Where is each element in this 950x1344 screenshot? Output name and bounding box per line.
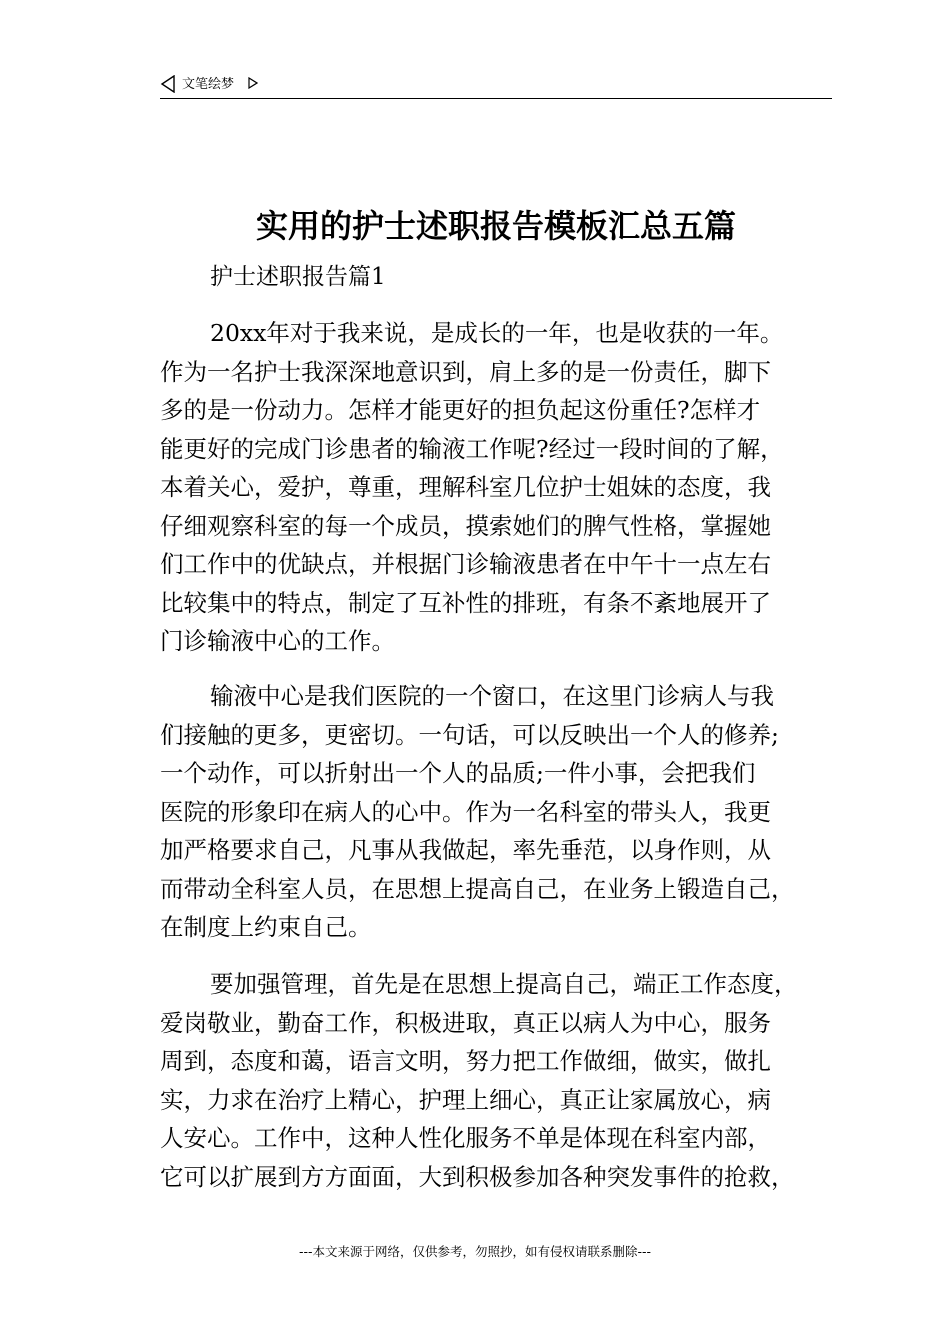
page-header: [160, 72, 832, 99]
triangle-right-icon: [248, 77, 258, 89]
header-brand: 文笔绘梦: [182, 77, 235, 92]
page-footer-notice: ---本文来源于网络，仅供参考，勿照抄，如有侵权请联系删除---: [298, 1244, 652, 1259]
text-line: 周到，态度和蔼，语言文明，努力把工作做细，做实，做扎: [160, 1047, 771, 1075]
paragraph-2: [160, 677, 832, 947]
text-line: 比较集中的特点，制定了互补性的排班，有条不紊地展开了: [160, 588, 771, 617]
text-line: 能更好的完成门诊患者的输液工作呢?经过一段时间的了解，: [160, 434, 784, 463]
text-line: 要加强管理，首先是在思想上提高自己，端正工作态度，: [210, 970, 798, 998]
text-line: 它可以扩展到方方面面，大到积极参加各种突发事件的抢救，: [160, 1162, 795, 1191]
paragraph-3: [160, 965, 832, 1196]
section-heading: 护士述职报告篇1: [210, 264, 386, 290]
text-line: 本着关心，爱护，尊重，理解科室几位护士姐妹的态度，我: [160, 473, 771, 501]
text-line: 在制度上约束自己。: [160, 913, 372, 941]
text-line: 20xx年对于我来说，是成长的一年，也是收获的一年。: [210, 319, 784, 347]
text-line: 爱岗敬业，勤奋工作，积极进取，真正以病人为中心，服务: [160, 1008, 771, 1037]
text-line: 实，力求在治疗上精心，护理上细心，真正让家属放心，病: [160, 1085, 771, 1114]
text-line: 而带动全科室人员，在思想上提高自己，在业务上锻造自己，: [160, 874, 795, 903]
text-line: 仔细观察科室的每一个成员，摸索她们的脾气性格，掌握她: [160, 511, 771, 540]
text-line: 们工作中的优缺点，并根据门诊输液患者在中午十一点左右: [160, 550, 771, 578]
text-line: 医院的形象印在病人的心中。作为一名科室的带头人，我更: [160, 797, 771, 826]
text-line: 一个动作，可以折射出一个人的品质;一件小事，会把我们: [160, 759, 756, 787]
text-line: 们接触的更多，更密切。一句话，可以反映出一个人的修养;: [160, 720, 779, 749]
text-line: 人安心。工作中，这种人性化服务不单是体现在科室内部，: [160, 1124, 771, 1152]
text-line: 门诊输液中心的工作。: [160, 627, 395, 655]
document-title: 实用的护士述职报告模板汇总五篇: [255, 207, 736, 245]
paragraph-1: [160, 314, 832, 661]
text-line: 输液中心是我们医院的一个窗口，在这里门诊病人与我: [210, 682, 774, 710]
text-line: 作为一名护士我深深地意识到，肩上多的是一份责任，脚下: [160, 357, 771, 386]
text-line: 多的是一份动力。怎样才能更好的担负起这份重任?怎样才: [160, 396, 761, 424]
text-line: 加严格要求自己，凡事从我做起，率先垂范，以身作则，从: [160, 836, 771, 864]
